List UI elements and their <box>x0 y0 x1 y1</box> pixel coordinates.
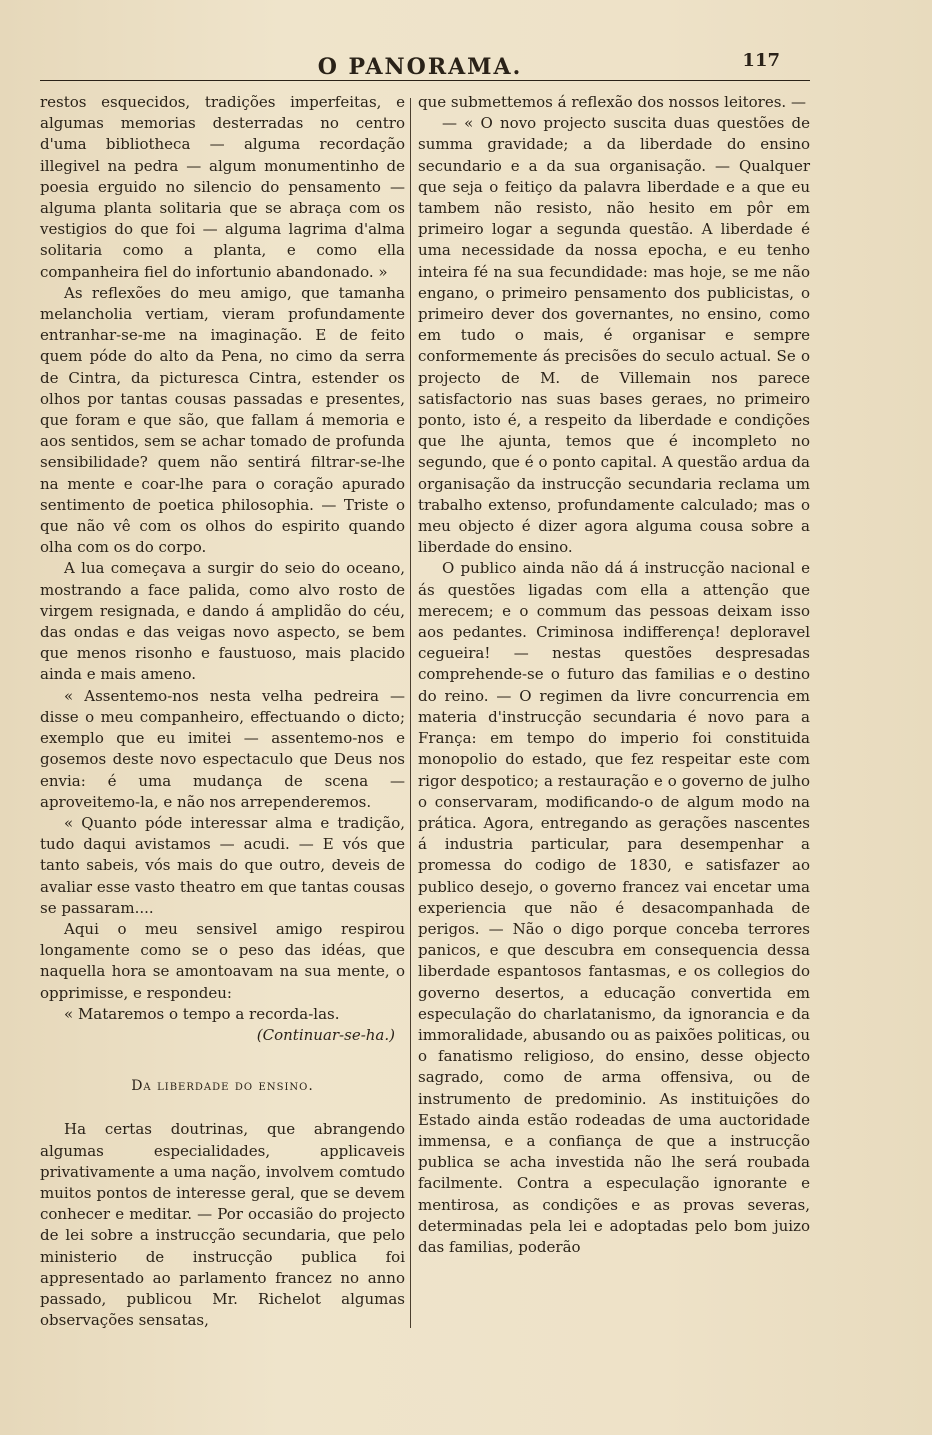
newspaper-title: O PANORAMA. <box>317 54 523 80</box>
paragraph: « Quanto póde interessar alma e tradição, tudo daqui avistamos — acudi. — E vós que tanto sabeis, vós mais do que outro, deveis de avaliar esse vasto theatro em que tantas cousas se passaram.... <box>40 813 405 917</box>
page-number: 117 <box>742 50 780 71</box>
right-column <box>418 92 810 1258</box>
section-heading: Da liberdade do ensino. <box>131 1078 314 1095</box>
paragraph: — « O novo projecto suscita duas questões de summa gravidade; a da liberdade do ensino secundario e a da sua organisação. — Qualquer que seja o feitiço da palavra liberdade e a que eu tambem não resisto, não hesito em pôr em primeiro logar a segunda questão. A liberdade é uma necessidade da nossa epocha, e eu tenho inteira fé na sua fecundidade: mas hoje, se me não engano, o primeiro pensamento dos publicistas, o primeiro dever dos governantes, no ensino, como em tudo o mais, é organisar e sempre conformemente ás precisões do seculo actual. Se o projecto de M. de Villemain nos parece satisfactorio nas suas bases geraes, no primeiro ponto, isto é, a respeito da liberdade e condições que lhe ajunta, temos que é incompleto no segundo, que é o ponto capital. A questão ardua da organisação da instrucção secundaria reclama um trabalho extenso, profundamente calculado; mas o meu objecto é dizer agora alguma cousa sobre a liberdade do ensino. <box>418 114 810 557</box>
column-divider <box>410 98 411 1328</box>
paragraph: As reflexões do meu amigo, que tamanha melancholia vertiam, vieram profundamente entranhar-se-me na imaginação. E de feito quem póde do alto da Pena, no cimo da serra de Cintra, da picturesca Cintra, estender os olhos por tantas cousas passadas e presentes, que foram e que são, que fallam á memoria e aos sentidos, sem se achar tomado de profunda sensibilidade? quem não sentirá filtrar-se-lhe na mente e coar-lhe para o coração apurado sentimento de poetica philosophia. — Triste o que não vê com os olhos do espirito quando olha com os do corpo. <box>40 283 405 557</box>
left-column <box>40 92 405 1331</box>
paragraph: O publico ainda não dá á instrucção nacional e ás questões ligadas com ella a attenção que merecem; e o commum das pessoas deixam isso aos pedantes. Criminosa indifferença! deploravel cegueira! — nestas questões despresadas comprehende-se o futuro das familias e o destino do reino. — O regimen da livre concurrencia em materia d'instrucção secundaria é novo para a França: em tempo do imperio foi constituida monopolio do estado, que fez respeitar este com rigor despotico; a restauração e o governo de julho o conservaram, modificando-o de algum modo na prática. Agora, entregando as gerações nascentes á industria particular, para desempenhar a promessa do codigo de 1830, e satisfazer ao publico desejo, o governo francez vai encetar uma experiencia que não é desacompanhada de perigos. — Não o digo porque conceba terrores panicos, e que descubra em consequencia dessa liberdade espantosos fantasmas, e os collegios do governo desertos, a educação convertida em especulação do charlatanismo, da ignorancia e da immoralidade, abusando ou as paixões politicas, ou o fanatismo religioso, do ensino, desse objecto sagrado, como de arma offensiva, ou de instrumento de predominio. As instituições do Estado ainda estão rodeadas de uma auctoridade immensa, e a confiança de que a instrucção publica se acha investida não lhe será roubada facilmente. Contra a especulação ignorante e mentirosa, as condições e as provas severas, determinadas pela lei e adoptadas pelo bom juizo das familias, poderão <box>418 559 810 1256</box>
header-rule <box>40 80 810 81</box>
masthead <box>40 50 800 84</box>
paragraph: que submettemos á reflexão dos nossos leitores. — <box>418 93 806 111</box>
paragraph: A lua começava a surgir do seio do oceano, mostrando a face palida, como alvo rosto de virgem resignada, e dando á amplidão do céu, das ondas e das veigas novo aspecto, se bem que menos risonho e faustuoso, mais placido ainda e mais ameno. <box>40 559 405 684</box>
paragraph: restos esquecidos, tradições imperfeitas, e algumas memorias desterradas no centro d'uma bibliotheca — alguma recordação illegivel na pedra — algum monumentinho de poesia erguido no silencio do pensamento — alguma planta solitaria que se abraça com os vestigios do que foi — alguma lagrima d'alma solitaria como a planta, e como ella companheira fiel do infortunio abandonado. » <box>40 93 405 281</box>
paragraph: Aqui o meu sensivel amigo respirou longamente como se o peso das idéas, que naquella hora se amontoavam na sua mente, o opprimisse, e respondeu: <box>40 919 405 1002</box>
paragraph: « Mataremos o tempo a recorda-las. <box>64 1004 340 1023</box>
paragraph: Ha certas doutrinas, que abrangendo algumas especialidades, applicaveis privativamente a uma nação, involvem comtudo muitos pontos de interesse geral, que se devem conhecer e meditar. — Por occasião do projecto de lei sobre a instrucção secundaria, que pelo ministerio de instrucção publica foi appresentado ao parlamento francez no anno passado, publicou Mr. Richelot algumas observações sensatas, <box>40 1120 405 1330</box>
continuation-note: (Continuar-se-ha.) <box>256 1025 395 1044</box>
paragraph: « Assentemo-nos nesta velha pedreira — disse o meu companheiro, effectuando o dicto; exemplo que eu imitei — assentemo-nos e gosemos deste novo espectaculo que Deus nos envia: é uma mudança de scena — aproveitemo-la, e não nos arrependeremos. <box>40 686 405 811</box>
